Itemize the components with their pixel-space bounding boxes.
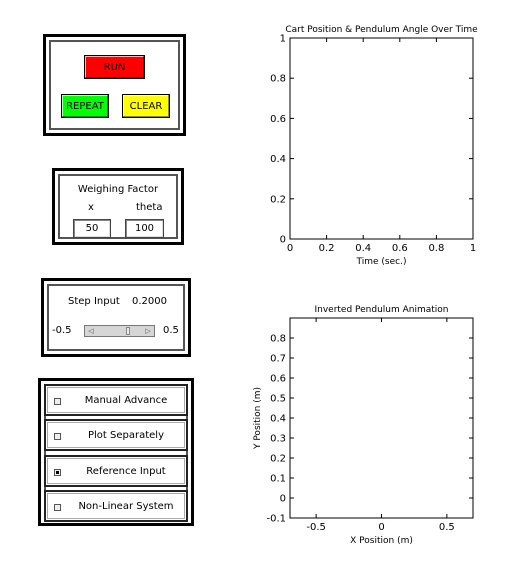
step-input-panel <box>41 278 191 357</box>
slider-left-arrow-icon[interactable]: ◁ <box>88 327 94 335</box>
y-tick-label: 0.6 <box>270 373 286 385</box>
x-tick-label: -0.5 <box>306 522 326 533</box>
x-tick-label: 0 <box>286 243 294 254</box>
theta-label: theta <box>136 202 163 213</box>
non-linear-system-checkbox[interactable] <box>54 504 61 511</box>
y-tick-label: 0.2 <box>270 453 286 465</box>
manual-advance-checkbox[interactable] <box>54 398 61 405</box>
cart-position-chart <box>250 10 520 275</box>
x-axis-label: Time (sec.) <box>356 257 407 267</box>
plot-area <box>290 38 473 239</box>
y-tick-label: 0.7 <box>270 353 286 365</box>
x-axis-label: X Position (m) <box>350 536 413 546</box>
y-tick-label: 0 <box>279 234 286 246</box>
y-tick-label: 1 <box>279 33 286 45</box>
option-plot-separately[interactable] <box>44 419 188 451</box>
clear-button[interactable]: CLEAR <box>122 94 170 118</box>
chart-title: Cart Position & Pendulum Angle Over Time <box>285 25 478 35</box>
option-label: Manual Advance <box>84 394 168 406</box>
weighing-factor-panel <box>52 168 184 245</box>
option-label: Reference Input <box>86 465 166 477</box>
slider-max-label: 0.5 <box>163 325 179 336</box>
y-tick-label: 0.5 <box>270 393 286 405</box>
step-input-title: Step Input <box>68 296 120 307</box>
option-non-linear-system[interactable] <box>44 490 188 522</box>
plot-separately-checkbox[interactable] <box>54 433 61 440</box>
slider-thumb[interactable] <box>126 327 130 335</box>
step-input-value: 0.2000 <box>132 296 167 307</box>
weighing-factor-title: Weighing Factor <box>77 184 159 195</box>
slider-right-arrow-icon[interactable]: ▷ <box>145 327 151 335</box>
x-weight-field[interactable]: 50 <box>73 219 111 238</box>
plot-area <box>290 318 473 518</box>
y-tick-label: 0.3 <box>270 433 286 445</box>
y-tick-label: 0.8 <box>270 73 286 85</box>
y-tick-label: -0.1 <box>266 513 286 525</box>
step-input-slider[interactable] <box>84 325 155 337</box>
control-panel <box>43 34 186 136</box>
reference-input-checkbox[interactable] <box>54 469 61 476</box>
y-tick-label: 0.1 <box>270 473 286 485</box>
y-axis-label: Y Position (m) <box>253 386 263 450</box>
x-tick-label: 1 <box>469 243 477 254</box>
x-tick-label: 0.5 <box>438 522 455 533</box>
x-tick-label: 0 <box>378 522 385 533</box>
y-tick-label: 0.8 <box>270 333 286 345</box>
repeat-button[interactable]: REPEAT <box>61 94 109 118</box>
y-tick-label: 0.6 <box>270 113 286 125</box>
option-reference-input[interactable] <box>44 455 188 487</box>
x-tick-label: 0.8 <box>428 243 445 254</box>
x-tick-label: 0.4 <box>355 243 372 254</box>
y-tick-label: 0 <box>279 493 286 505</box>
y-tick-label: 0.4 <box>270 413 286 425</box>
y-tick-label: 0.4 <box>270 154 286 166</box>
option-label: Plot Separately <box>87 429 164 441</box>
pendulum-animation-chart <box>250 290 520 555</box>
y-tick-label: 0.2 <box>270 194 286 206</box>
theta-weight-field[interactable]: 100 <box>125 219 164 238</box>
option-manual-advance[interactable] <box>44 384 188 416</box>
x-tick-label: 0.2 <box>318 243 335 254</box>
chart-title: Inverted Pendulum Animation <box>314 305 449 315</box>
options-panel <box>38 378 194 526</box>
slider-min-label: -0.5 <box>52 325 72 336</box>
option-label: Non-Linear System <box>78 500 174 512</box>
run-button[interactable]: RUN <box>84 55 145 79</box>
x-label: x <box>88 202 94 213</box>
x-tick-label: 0.6 <box>391 243 408 254</box>
